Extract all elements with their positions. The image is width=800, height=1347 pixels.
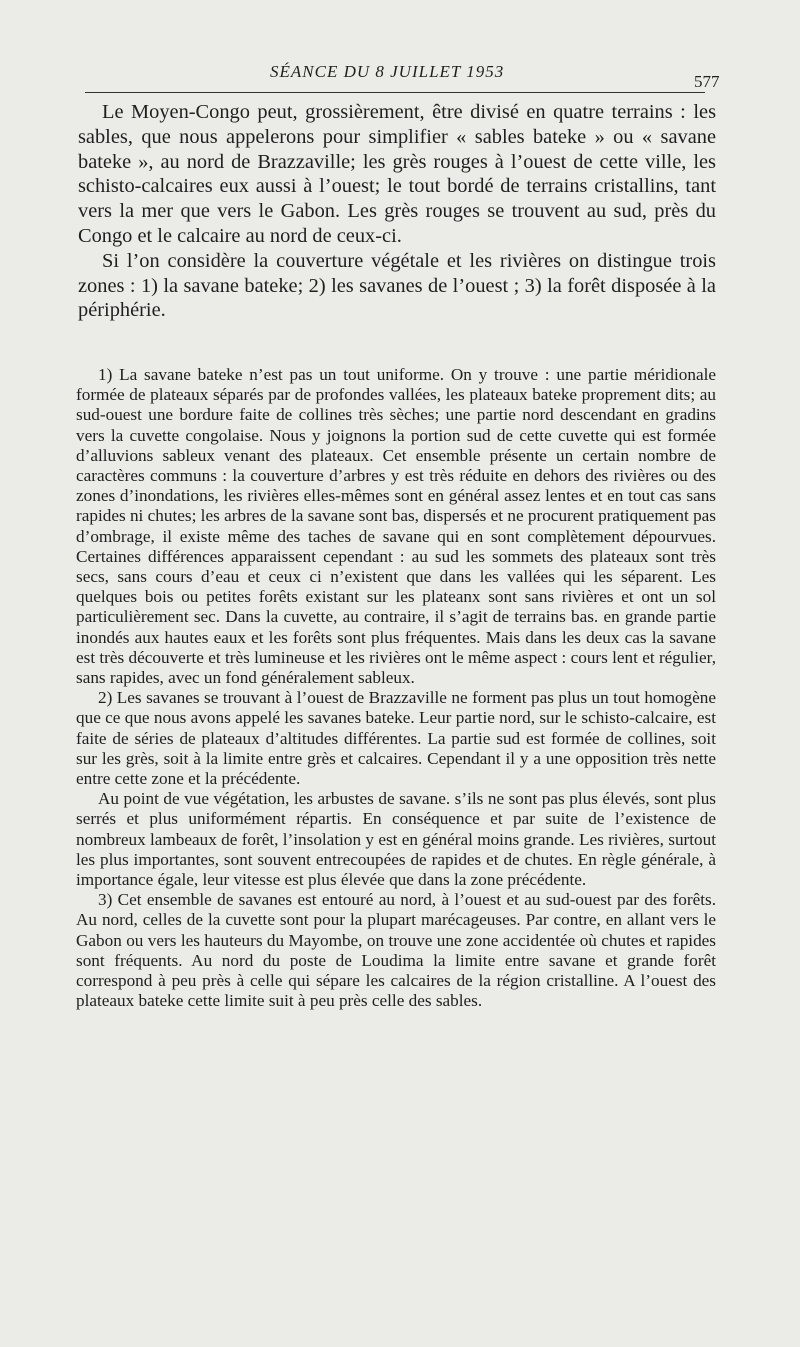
paragraph-vegetation: Au point de vue végétation, les arbustes de savane. s’ils ne sont pas plus élevés, sont plus serrés et plus uniformément répartis. En conséquence et par suite de l’existence de nombreux lambeaux de forêt, l’insolation y est en général moins grande. Les rivières, surtout les plus importantes, sont souvent entrecoupées de rapides et de chutes. En règle générale, à importance égale, leur vitesse est plus élevée que dans la zone précédente. [76, 789, 716, 890]
paragraph-zones: Si l’on considère la couverture végétale et les rivières on distingue trois zones : 1) la savane bateke; 2) les savanes de l’ouest ; 3) la forêt disposée à la périphérie. [78, 249, 716, 322]
paragraph-savanes-ouest: 2) Les savanes se trouvant à l’ouest de Brazzaville ne forment pas plus un tout homogène que ce que nous avons appelé les savanes bateke. Leur partie nord, sur le schisto-calcaire, est faite de séries de plateaux d’altitudes différentes. La partie sud est formée de collines, soit sur les grès, soit à la limite entre grès et calcaires. Cependant il y a une opposition très nette entre cette zone et la précédente. [76, 688, 716, 789]
paragraph-savane-bateke: 1) La savane bateke n’est pas un tout uniforme. On y trouve : une partie méridionale formée de plateaux séparés par de profondes vallées, les plateaux bateke proprement dits; au sud-ouest une bordure faite de collines très sèches; une partie nord descendant en gradins vers la cuvette congolaise. Nous y joignons la portion sud de cette cuvette qui est formée d’alluvions sableux venant des plateaux. Cet ensemble présente un certain nombre de caractères communs : la couverture d’arbres y est très réduite en dehors des rivières ou des zones d’inondations, les rivières elles-mêmes sont en général assez lentes et en tout cas sans rapides ni chutes; les arbres de la savane sont bas, dispersés et ne procurent pratiquement pas d’ombrage, il existe même des taches de savane qui en sont complètement dépourvues. Certaines différences apparaissent cependant : au sud les sommets des plateaux sont très secs, sans cours d’eau et ceux ci n’existent que dans les vallées qui les séparent. Les quelques bois ou petites forêts existant sur les plateanx sont sans rivières et ont un sol particulièrement sec. Dans la cuvette, au contraire, il s’agit de terrains bas. en grande partie inondés aux hautes eaux et les forêts sont plus fréquentes. Mais dans les deux cas la savane est très découverte et très lumineuse et les rivières ont le même aspect : cours lent et régulier, sans rapides, avec un fond généralement sableux. [76, 365, 716, 688]
paragraph-forets: 3) Cet ensemble de savanes est entouré au nord, à l’ouest et au sud-ouest par des forêts. Au nord, celles de la cuvette sont pour la plupart marécageuses. Par contre, en allant vers le Gabon ou vers les hauteurs du Mayombe, on trouve une zone accidentée où chutes et rapides sont fréquents. Au nord du poste de Loudima la limite entre savane et grande forêt correspond à peu près à celle qui sépare les calcaires de la région cristalline. A l’ouest des plateaux bateke cette limite suit à peu près celle des sables. [76, 890, 716, 1011]
small-text-block [76, 365, 716, 1012]
paragraph-intro: Le Moyen-Congo peut, grossièrement, être divisé en quatre terrains : les sables, que nous appelerons pour simplifier « sables bateke » ou « savane bateke », au nord de Brazzaville; les grès rouges à l’ouest de cette ville, les schisto-calcaires eux aussi à l’ouest; le tout bordé de terrains cristallins, tant vers la mer que vers le Gabon. Les grès rouges se trouvent au sud, près du Congo et le calcaire au nord de ceux-ci. [78, 101, 716, 247]
header-rule [85, 92, 705, 93]
running-title: SÉANCE DU 8 JUILLET 1953 [270, 62, 505, 81]
page-number: 577 [694, 72, 720, 91]
main-text-block [78, 100, 716, 323]
